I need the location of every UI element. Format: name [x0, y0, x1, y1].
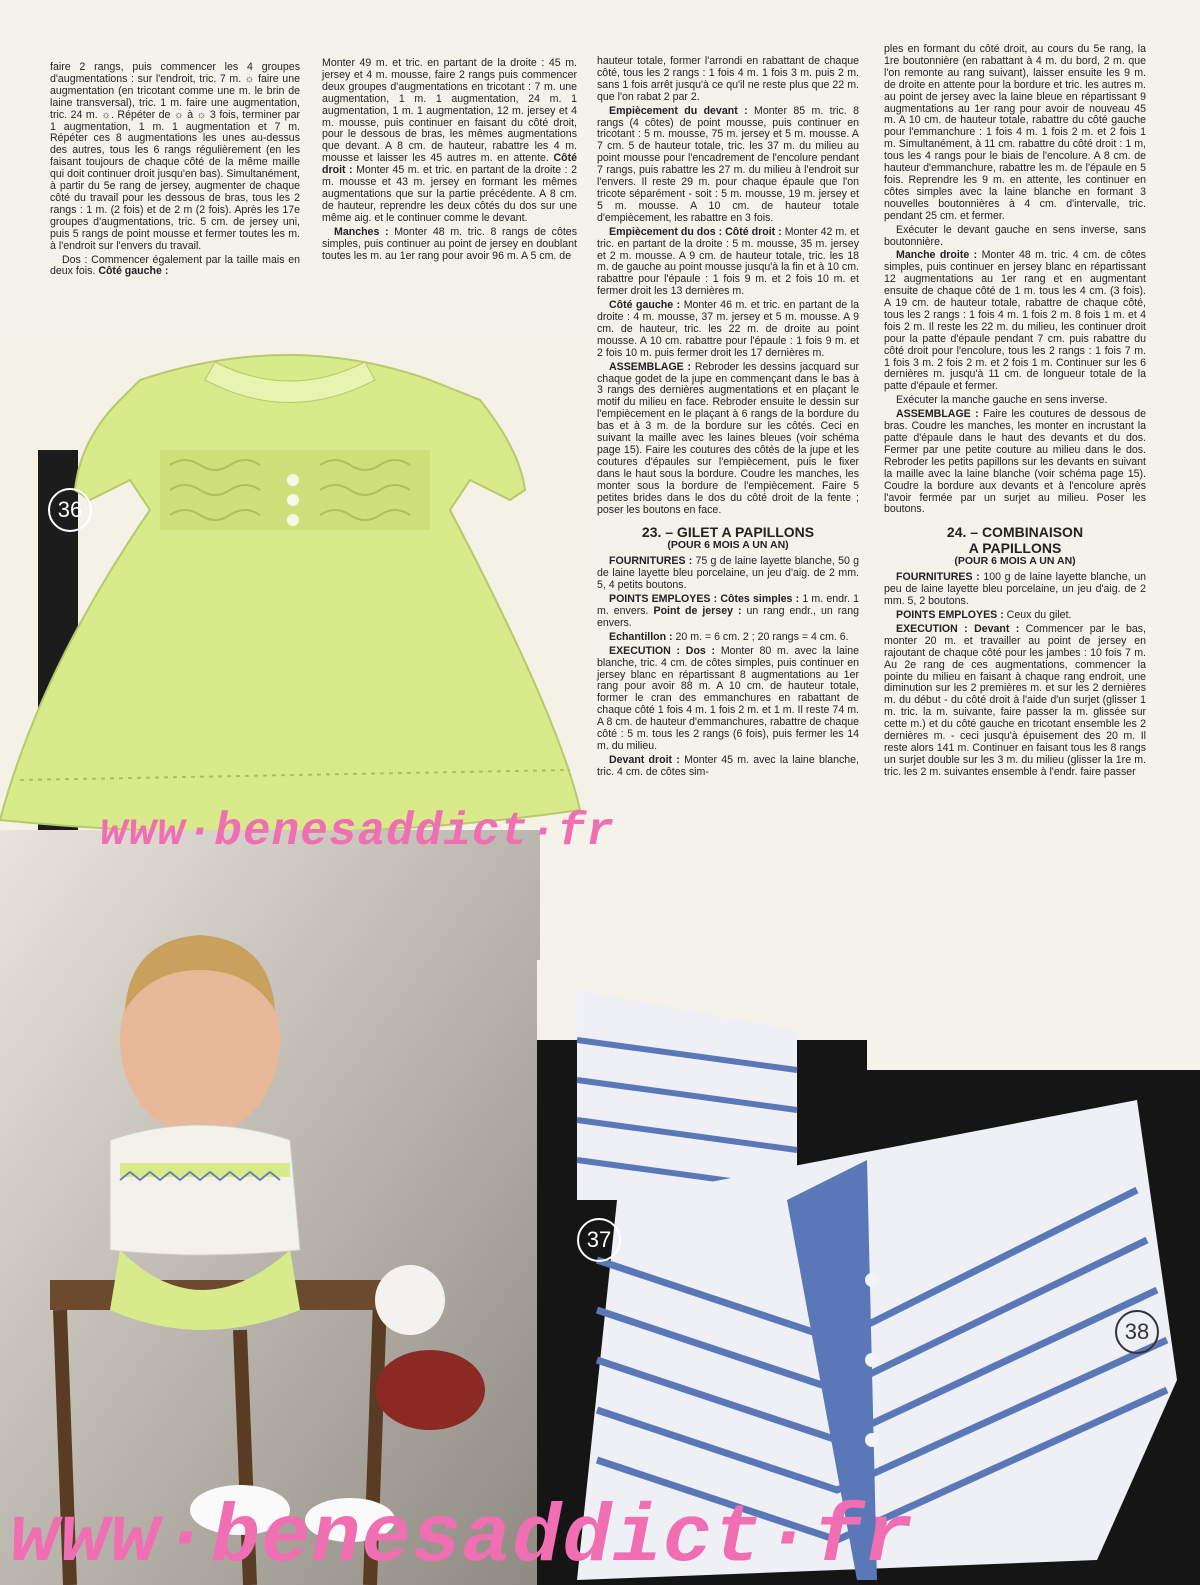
- pattern-number-37: 37: [577, 1218, 621, 1262]
- paragraph: [597, 300, 859, 360]
- paragraph: hauteur totale, former l'arrondi en rabattant de chaque côté, tous les 2 rangs : 1 fois 4 m. 1 fois 3 m. puis 2 m. sans 1 fois arrêt jusqu'à ce qu'il ne reste plus que 22 m. que l'on rabat 2 par 2.: [597, 55, 859, 103]
- label: ASSEMBLAGE :: [896, 408, 979, 421]
- label: Côté droit :: [322, 152, 577, 177]
- text-column-4: [884, 44, 1146, 781]
- label: Empiècement du devant :: [609, 104, 748, 117]
- text-column-1: [50, 62, 300, 280]
- section-24-title: [884, 524, 1146, 556]
- text: Monter 48 m. tric. 8 rangs de côtes simples, puis continuer au point de jersey en doublant toutes les m. au 1er rang pour avoir 96 m. A 5 cm. de: [322, 225, 577, 262]
- section-23-subtitle: (POUR 6 MOIS A UN AN): [667, 539, 789, 552]
- paragraph: [884, 409, 1146, 516]
- paragraph: ples en formant du côté droit, au cours du 5e rang, la 1re boutonnière (en rabattant à 4 m. du bord, 2 m. que l'on remonte au rang suivant), laisser ensuite les 9 m. de droite en attente pour la bordure et tric. les autres m. au point de jersey avec la laine bleue en répartissant 9 augmentations au 1er rang pour avoir de nouveau 45 m. A 10 cm. de hauteur totale, rabattre du côté gauche pour l'emmanchure : 1 fois 4 m. 1 fois 2 m. et 2 fois 1 m. Simultanément, à 11 cm. rabattre du côté droit : 1 m, tous les 4 rangs pour le biais de l'encolure. A 8 cm. de hauteur d'emmanchure, rabattre les m. de l'épaule en 5 fois. Reprendre les 9 m. en attente, les continuer en côtes simples avec la laine blanche en formant 3 nouvelles boutonnières à 4 cm. d'intervalle, tric. pendant 25 cm. et fermer.: [884, 43, 1146, 222]
- paragraph: [597, 646, 859, 753]
- text: un rang endr., un rang envers.: [597, 604, 859, 629]
- text: 1 m. endr. 1 m. envers.: [597, 593, 859, 617]
- text-column-3: [597, 56, 859, 781]
- text: Dos : Commencer également par la taille mais en deux fois.: [50, 253, 300, 278]
- paragraph: [597, 632, 859, 644]
- paragraph: [322, 58, 577, 225]
- text: 20 m. = 6 cm. 2 ; 20 rangs = 4 cm. 6.: [675, 630, 849, 643]
- paragraph: [597, 556, 859, 592]
- label: Côté gauche :: [98, 265, 169, 278]
- label: Empiècement du dos :: [609, 225, 723, 238]
- paragraph: [597, 227, 859, 298]
- text: Ceux du gilet.: [1006, 608, 1072, 621]
- label: FOURNITURES :: [609, 555, 693, 568]
- label: POINTS EMPLOYES :: [609, 593, 718, 606]
- text-column-2: [322, 58, 577, 264]
- text: Faire les coutures de dessous de bras. Coudre les manches, les monter en incrustant la patte d'épaule dans le haut des devants et du dos. Fermer par une petite couture au milieu dans le dos. Rebroder les petits papillons sur les devants en suivant la maille avec la laine blanche (voir schéma page 15). Coudre la bordure aux devants et à l'encolure après l'avoir fermée par un surjet au milieu. Poser les boutons.: [884, 408, 1146, 516]
- title-line: 24. – COMBINAISON: [946, 524, 1084, 541]
- text: Monter 49 m. et tric. en partant de la droite : 45 m. jersey et 4 m. mousse, faire 2 rangs puis commencer deux groupes d'augmentations en tricotant : 7 m. une augmentation, 1 m. 1 augmentation, 24 m. 1 augmentation, 1 m. 1 augmentation, 12 m. jersey et 4 m. mousse, puis continuer en faisant du côté droit, pour le dessous de bras, les mêmes augmentations que devant. A 8 cm. de hauteur, rabattre les 4 m. mousse et laisser les 45 autres m. en attente.: [322, 57, 577, 165]
- label: POINTS EMPLOYES :: [896, 608, 1004, 621]
- watermark-text-large: www·benesaddict·fr: [10, 1492, 914, 1585]
- paragraph: [50, 255, 300, 279]
- section-23-title: 23. – GILET A PAPILLONS: [641, 524, 815, 541]
- text: Monter 42 m. et tric. en partant de la droite : 5 m. mousse, 35 m. jersey et 2 m. mousse. A 9 cm. de hauteur totale, tric. les 18 m. de gauche au point mousse jusqu'à la fin et à 10 cm. rabattre pour l'épaule : 1 fois 9 m. et 2 fois 10 m. et fermer droit les 13 dernières m.: [597, 225, 859, 298]
- paragraph: [884, 250, 1146, 393]
- paragraph: faire 2 rangs, puis commencer les 4 groupes d'augmentations : sur l'endroit, tric. 7 m. ☼ faire une augmentation (en tricotant comme une m. le brin de laine transversal), tric. 1 m. faire une augmentation, tric. 24 m. ☼. Répéter de ☼ à ☼ 3 fois, terminer par 1 augmentation, 1 m. 1 augmentation et 7 m. Répéter ces 8 augmentations les unes au-dessus des autres, tous les 6 rangs régulièrement (en les faisant toujours de chaque côté de la même maille qui doit continuer droit jusqu'en bas). Simultanément, à partir du 5e rang de jersey, augmenter de chaque côté du travail pour les dessous de bras, tous les 2 rangs : 1 m. (2 fois) et de 2 m (2 fois). Après les 17e groupes d'augmentations, tric. 5 cm. de jersey uni, puis 5 rangs de point mousse et fermer toutes les m. à l'endroit sur l'envers du travail.: [50, 61, 300, 252]
- label: Côté gauche :: [609, 299, 681, 312]
- title-line: A PAPILLONS: [968, 540, 1062, 557]
- watermark-text: www·benesaddict·fr: [100, 806, 615, 858]
- label: FOURNITURES :: [896, 571, 980, 584]
- paragraph: [884, 624, 1146, 779]
- label: Côtes simples :: [720, 593, 800, 606]
- text: 75 g de laine layette blanche, 50 g de laine layette bleu porcelaine, un jeu d'aig. de 2 mm. 5, 4 petits boutons.: [597, 555, 859, 592]
- baby-photo: [0, 830, 540, 1585]
- paragraph: [884, 610, 1146, 622]
- label: Point de jersey :: [653, 604, 742, 617]
- label: ASSEMBLAGE :: [609, 360, 692, 373]
- label: EXECUTION :: [896, 622, 968, 635]
- text: Monter 46 m. et tric. en partant de la droite : 4 m. mousse, 37 m. jersey et 5 m. mousse. A 9 cm. de hauteur, tric. les 22 m. de droite au point mousse. A 10 cm. rabattre pour l'épaule : 1 fois 9 m. et 2 fois 10 m. puis fermer droit les 17 dernières m.: [597, 299, 859, 359]
- pattern-number-36: 36: [48, 488, 92, 532]
- text: Rebroder les dessins jacquard sur chaque godet de la jupe en commençant dans le bas à 3 rangs des dernières augmentations et en plaçant le motif du milieu en face. Rebroder ensuite le dessin sur l'empiècement en le plaçant à 6 rangs de la bordure du bas et à 3 m. de la bordure sur les côtés. Ceci en suivant la maille avec les laines bleues (voir schéma page 15). Faire les coutures des côtés de la jupe et les coutures d'épaules sur l'empiècement, puis le fixer dans le haut sous la bordure. Coudre les manches, les monter sous la bordure de l'empiècement. Faire 5 petites brides dans le dos du côté droit de la fente ; poser les boutons en face.: [597, 360, 859, 516]
- paragraph: [322, 227, 577, 263]
- text: Monter 80 m. avec la laine blanche, tric. 4 cm. de côtes simples, puis continuer en jersey blanc en répartissant 8 augmentations au 1er rang pour avoir 88 m. A 10 cm. de hauteur totale, former le cran des emmanchures en rabattant de chaque côté 1 fois 4 m. 1 fois 2 m. et 1 m. Il reste 74 m. A 8 cm. de hauteur d'emmanchures, rabattre de chaque côté : 5 m. tous les 2 rangs (6 fois), puis fermer les 14 m. du milieu.: [597, 644, 859, 752]
- label: EXECUTION :: [609, 644, 681, 657]
- paragraph: [597, 755, 859, 779]
- dress-illustration: [0, 340, 590, 830]
- text: Monter 48 m. tric. 4 cm. de côtes simples, puis continuer en jersey blanc en répartissant 12 augmentations au 1er rang et en augmentant ensuite de chaque côté de 1 m. tous les 4 cm. (3 fois). A 19 cm. de hauteur totale, rabattre de chaque côté, tous les 2 rangs : 1 fois 4 m. 1 fois 2 m. 8 fois 1 m. et 4 fois 2 m. Il reste les 22 m. du milieu, les continuer droit pour la patte d'épaule pendant 7 cm. puis rabattre du côté droit pour l'encolure, tous les 2 rangs : 1 fois 7 m. 1 fois 3 m. 2 fois 2 m. et 2 fois 1 m. Continuer sur les 6 dernières m. jusqu'à 11 cm. de longueur totale de la patte d'épaule et fermer.: [884, 249, 1146, 393]
- text: Monter 45 m. avec la laine blanche, tric. 4 cm. de côtes sim-: [597, 753, 859, 778]
- paragraph: [597, 106, 859, 225]
- label: Côté droit :: [725, 225, 782, 238]
- label: Manche droite :: [896, 249, 978, 262]
- label: Devant droit :: [609, 753, 680, 766]
- paragraph: [597, 362, 859, 517]
- label: Echantillon :: [609, 630, 673, 643]
- dress-photo: [0, 340, 590, 830]
- section-24-subtitle: (POUR 6 MOIS A UN AN): [954, 555, 1076, 568]
- text: 100 g de laine layette blanche, un peu de laine layette bleu porcelaine, un jeu d'aig. de 2 mm. 5, 2 boutons.: [884, 571, 1146, 608]
- paragraph: Exécuter le devant gauche en sens inverse, sans boutonnière.: [884, 223, 1146, 248]
- text: Commencer par le bas, monter 20 m. et travailler au point de jersey en rajoutant de chaque côté pour les jambes : 10 fois 7 m. Au 2e rang de ces augmentations, commencer la pointe du milieu en faisant à chaque rang endroit, une diminution sur les 2 premières m. et sur les 2 dernières m. du début - du côté droit à l'aide d'un surjet (glisser 1 m. tric. la m. suivante, faire passer la m. glissée sur cette m.) et du côté gauche en tricotant ensemble les 2 dernières m. - ceci jusqu'à épuisement des 20 m. Il reste alors 141 m. Continuer en faisant tous les 8 rangs un surjet double sur les 3 m. du milieu (glisser la 1re m. tric. les 2 m. suivantes ensemble à l'endr. faire passer: [884, 622, 1146, 778]
- label: Devant :: [974, 622, 1020, 635]
- text: Monter 45 m. et tric. en partant de la droite : 2 m. mousse et 43 m. jersey en formant les mêmes augmentations que sur la partie précédente. A 8 cm. de hauteur, reprendre les deux côtés du dos sur une même aig. et le continuer comme le devant.: [322, 164, 577, 224]
- paragraph: Exécuter la manche gauche en sens inverse.: [896, 394, 1108, 407]
- label: Manches :: [334, 225, 389, 238]
- label: Dos :: [685, 644, 716, 657]
- paragraph: [597, 594, 859, 630]
- pattern-number-38: 38: [1115, 1310, 1159, 1354]
- paragraph: [884, 572, 1146, 608]
- text: Monter 85 m. tric. 8 rangs (4 côtes) de point mousse, puis continuer en tricotant : 5 m. mousse, 75 m. jersey et 5 m. mousse. A 7 cm. 5 de hauteur totale, tric. les 37 m. du milieu au point mousse pour l'encadrement de l'encolure pendant 7 rangs, puis rabattre les 27 m. du milieu à l'endroit sur l'envers. Il reste 29 m. pour chaque épaule que l'on tricote séparément - soit : 5 m. mousse, 19 m. jersey et 5 m. mousse. A 10 cm. de hauteur totale d'empiècement, les rabattre en 3 fois.: [597, 104, 859, 224]
- baby-illustration: [0, 830, 540, 1585]
